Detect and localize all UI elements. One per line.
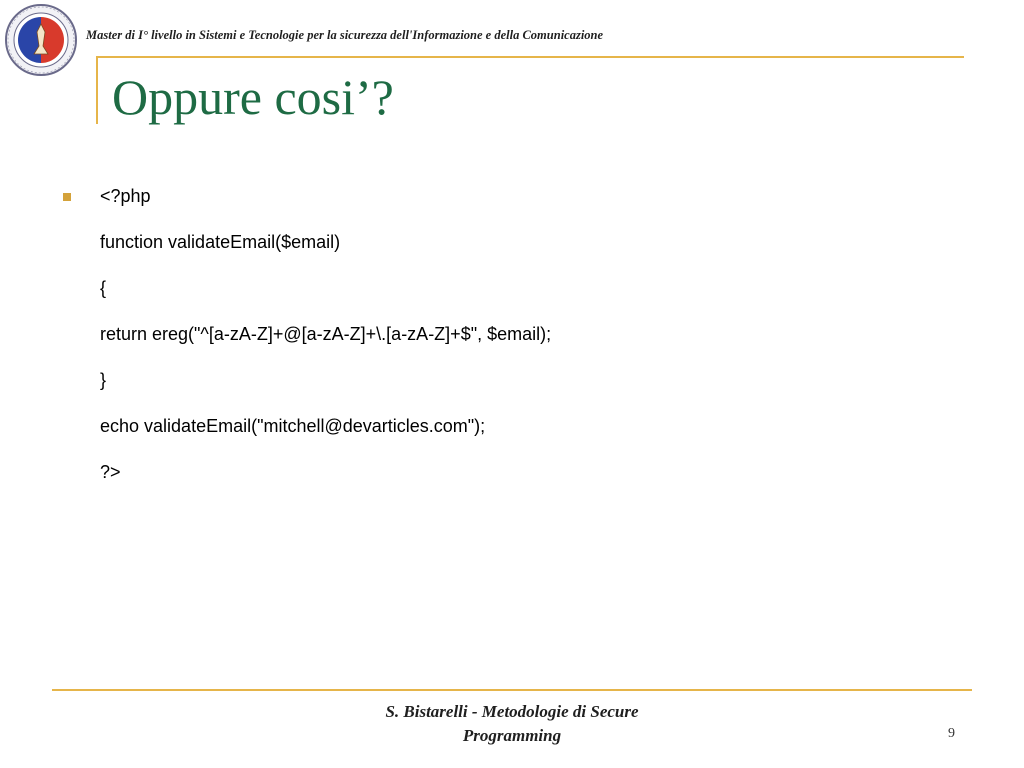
title-rule-horizontal [96,56,964,58]
footer-line-1: S. Bistarelli - Metodologie di Secure [385,702,639,721]
institution-header: Master di I° livello in Sistemi e Tecnologie per la sicurezza dell'Informazione e della Comunicazione [86,28,604,42]
code-line: echo validateEmail("mitchell@devarticles.com"); [100,416,486,436]
code-line: <?php [100,186,151,206]
bullet-square-icon [63,193,71,201]
code-line: return ereg("^[a-zA-Z]+@[a-zA-Z]+\.[a-zA-Z]+$", $email); [100,324,552,344]
footer-rule [52,689,972,691]
code-block [100,182,551,504]
page-number: 9 [948,726,955,741]
footer-caption [312,700,712,748]
footer-line-2: Programming [462,726,562,745]
code-line: { [100,278,107,298]
title-rule-vertical [96,56,98,124]
slide-title: Oppure cosi’? [112,69,394,125]
code-line: ?> [100,462,121,482]
code-line: function validateEmail($email) [100,232,341,252]
code-line: } [100,370,107,390]
university-seal-icon [4,2,78,78]
